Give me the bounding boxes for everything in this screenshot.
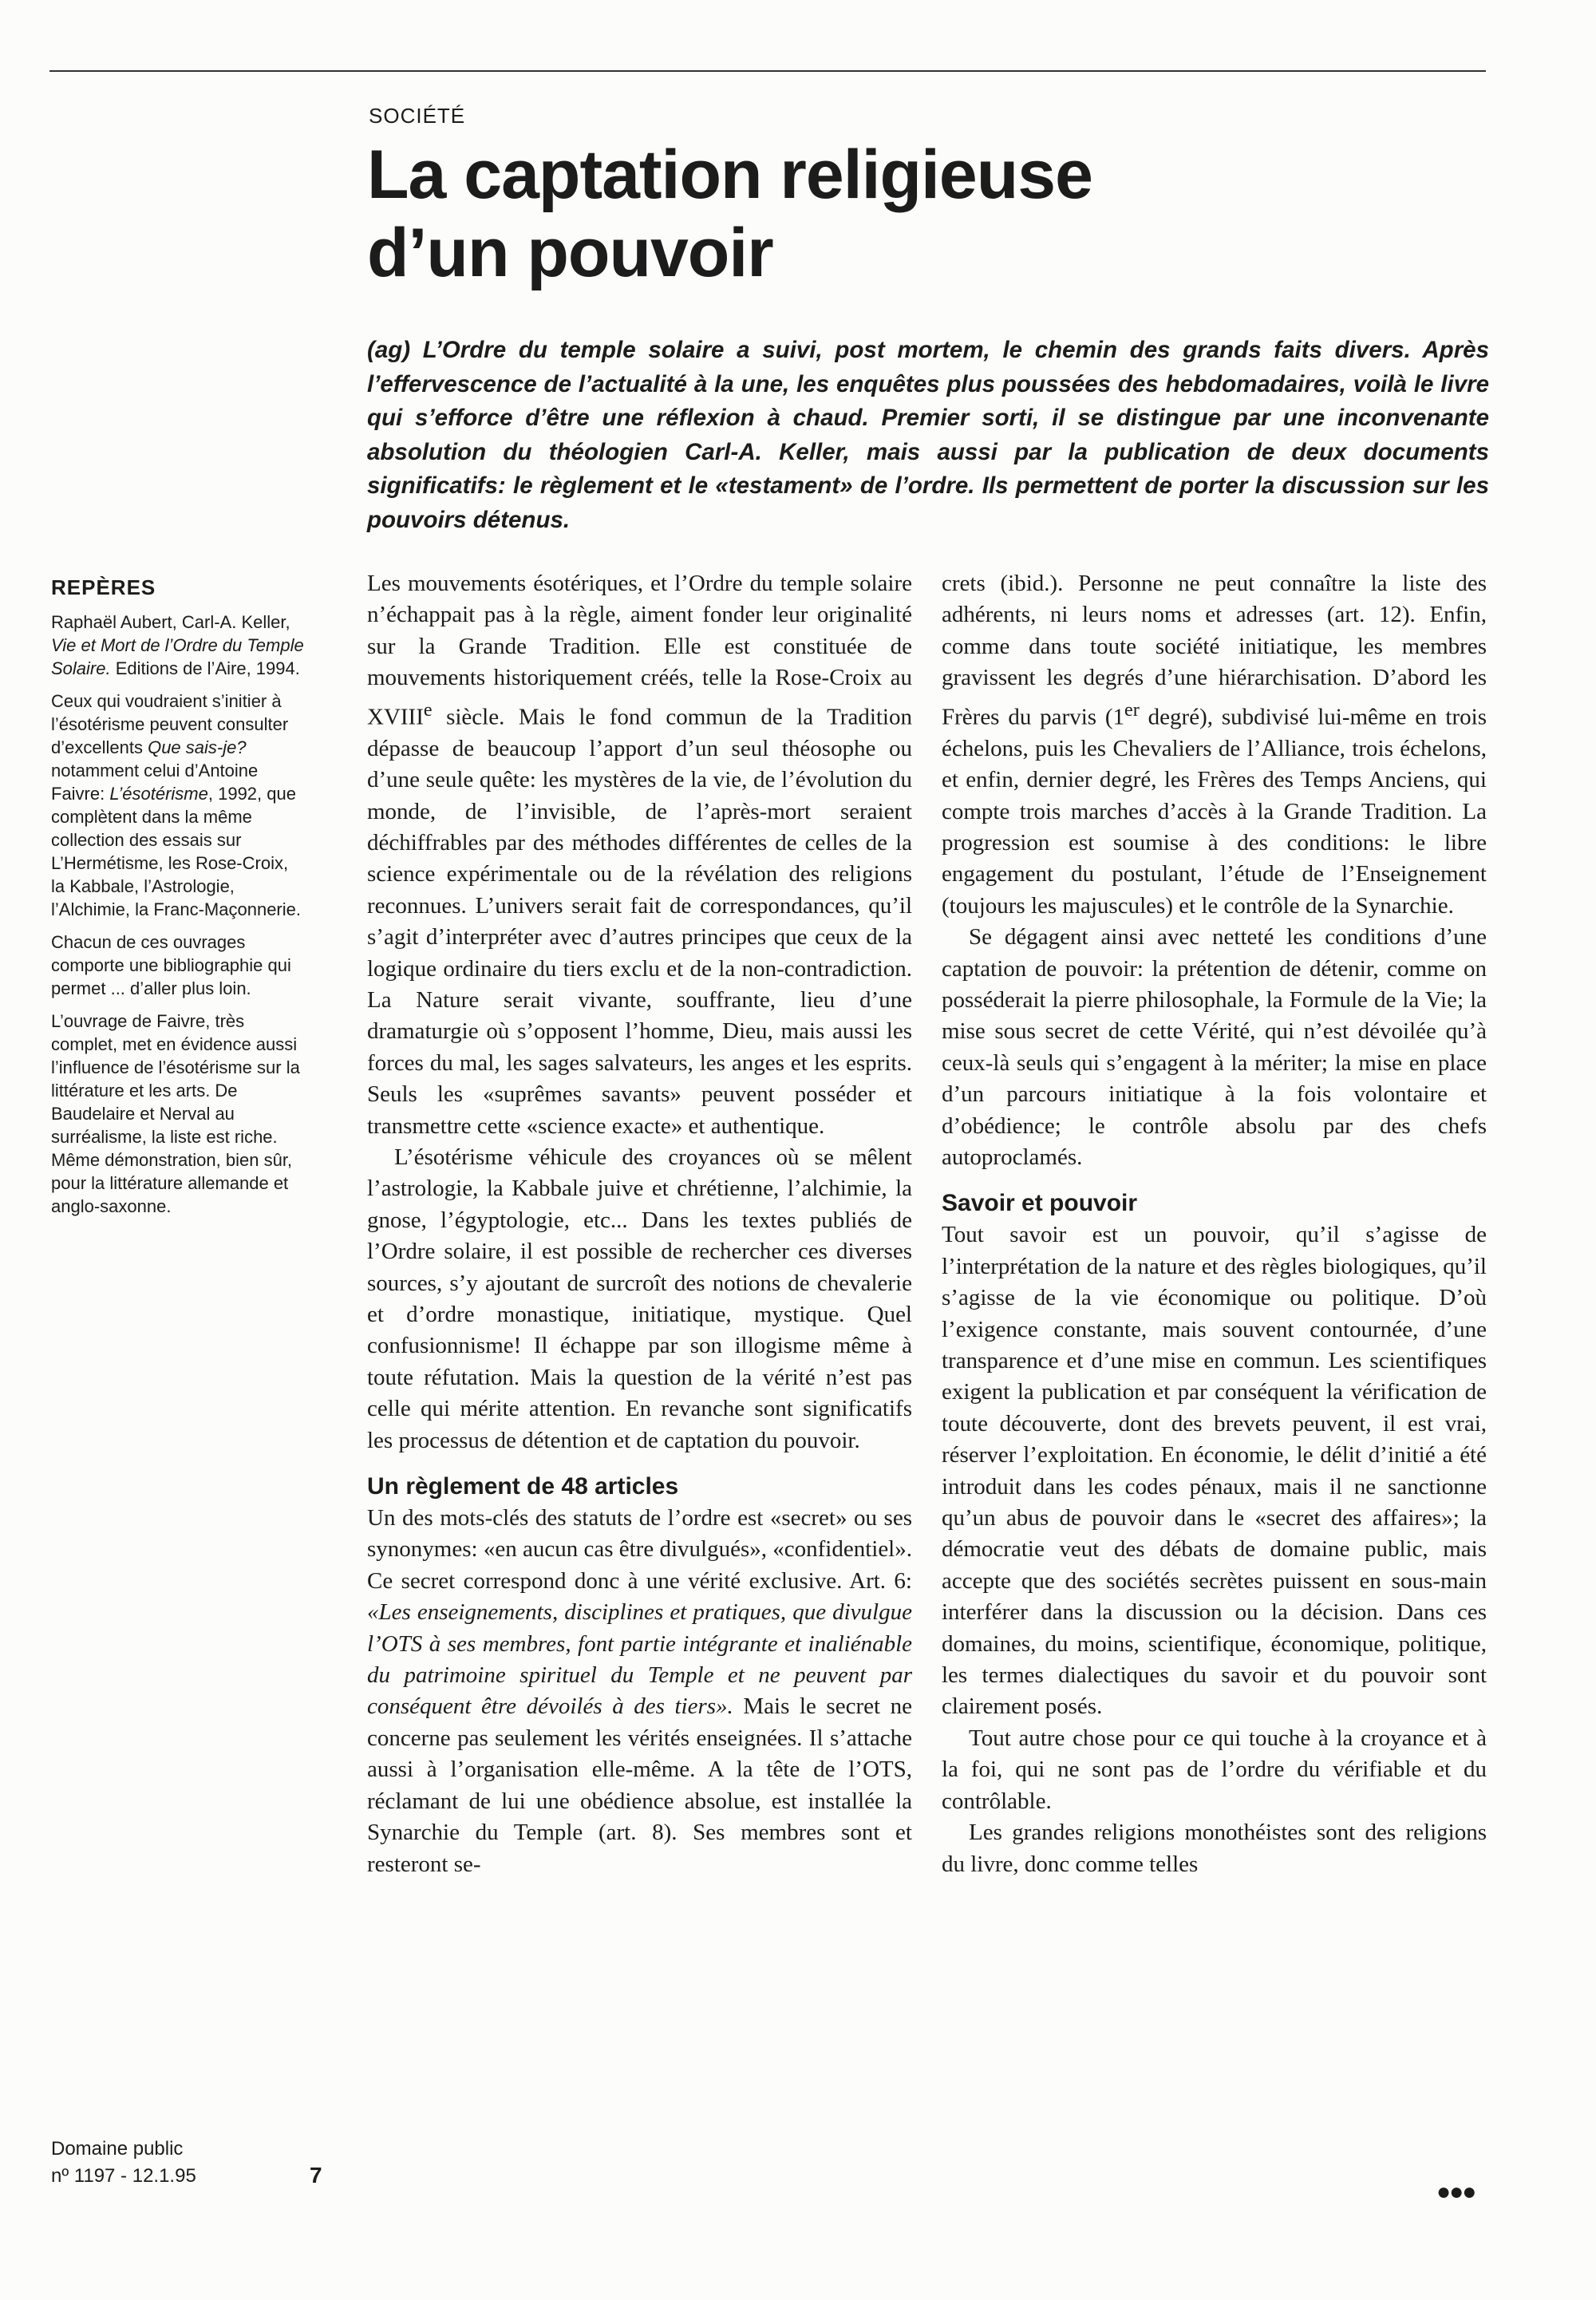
issue-info: nº 1197 - 12.1.95 (51, 2165, 196, 2187)
sidebar-paragraph-2: Ceux qui voudraient s’initier à l’ésotérisme peuvent consulter d’excellents Que sais-je? notamment celui d’Antoine Faivre: L’ésotérisme, 1992, que complètent dans la même collection des essais sur L’Hermétisme, les Rose-Croix, la Kabbale, l’Astrologie, l’Alchimie, la Franc-Maçonnerie. (51, 691, 301, 919)
column-2-paragraph-5: Les grandes religions monothéistes sont des religions du livre, donc comme telles (942, 1820, 1487, 1877)
subheading-reglement: Un règlement de 48 articles (367, 1473, 679, 1500)
article-title (367, 136, 1484, 292)
sidebar-paragraph-4: L’ouvrage de Faivre, très complet, met en évidence aussi l’influence de l’ésotérisme sur la littérature et les arts. De Baudelaire et Nerval au surréalisme, la liste est riche. Même démonstration, bien sûr, pour la littérature allemande et anglo-saxonne. (51, 1011, 300, 1216)
article-column-1 (367, 568, 912, 1880)
publication-name: Domaine public (51, 2138, 184, 2160)
continued-marker: ●●● (1436, 2179, 1476, 2205)
column-1-paragraph-3: Un des mots-clés des statuts de l’ordre est «secret» ou ses synonymes: «en aucun cas être divulgués», «confidentiel». Ce secret correspond donc à une vérité exclusive. Art. 6: «Les enseignements, disciplines et pratiques, que divulgue l’OTS à ses membres, font partie intégrante et inaliénable du patrimoine spirituel du Temple et ne peuvent par conséquent être dévoilés à des tiers». Mais le secret ne concerne pas seulement les vérités enseignées. Il s’attache aussi à l’organisation elle-même. A la tête de l’OTS, réclamant de lui une obédience absolue, est installée la Synarchie du Temple (art. 8). Ses membres sont et resteront se- (367, 1505, 912, 1877)
column-2-paragraph-1: crets (ibid.). Personne ne peut connaître la liste des adhérents, ni leurs noms et adresses (art. 12). Enfin, comme dans toute société initiatique, les membres gravissent les degrés d’une hiérarchisation. D’abord les Frères du parvis (1er degré), subdivisé lui-même en trois échelons, puis les Chevaliers de l’Alliance, trois échelons, et enfin, dernier degré, les Frères des Temps Anciens, qui compte trois marches d’accès à la Grande Tradition. La progression est soumise à des conditions: le libre engagement du postulant, l’étude de l’Enseignement (toujours les majuscules) et le contrôle de la Synarchie. (942, 571, 1487, 919)
sidebar-reperes (51, 576, 306, 1227)
column-1-paragraph-2: L’ésotérisme véhicule des croyances où se mêlent l’astrologie, la Kabbale juive et chrétienne, l’alchimie, la gnose, l’égyptologie, etc... Dans les textes publiés de l’Ordre solaire, il est possible de rechercher ces diverses sources, s’y ajoutant de surcroît des notions de chevalerie et d’ordre monastique, initiatique, mystique. Quel confusionnisme! Il échappe par son illogisme même à toute réfutation. Mais la question de la vérité n’est pas celle qui mérite attention. En revanche sont significatifs les processus de détention et de captation du pouvoir. (367, 1144, 912, 1453)
article-lead: (ag) L’Ordre du temple solaire a suivi, post mortem, le chemin des grands faits divers. Après l’effervescence de l’actualité à la une, les enquêtes plus poussées des hebdomadaires, voilà le livre qui s’efforce d’être une réflexion à chaud. Premier sorti, il se distingue par une inconvenante absolution du théologien Carl-A. Keller, mais aussi par la publication de deux documents significatifs: le règlement et le «testament» de l’ordre. Ils permettent de porter la discussion sur les pouvoirs détenus. (367, 337, 1489, 533)
subheading-savoir-pouvoir: Savoir et pouvoir (942, 1190, 1138, 1217)
sidebar-heading: REPÈRES (51, 575, 156, 599)
sidebar-paragraph-1: Raphaël Aubert, Carl-A. Keller, Vie et Mort de l’Ordre du Temple Solaire. Editions de l’Aire, 1994. (51, 612, 304, 678)
article-column-2 (942, 568, 1487, 1880)
page-number: 7 (310, 2163, 322, 2187)
column-2-paragraph-2: Se dégagent ainsi avec netteté les conditions d’une captation de pouvoir: la prétention de détenir, comme on posséderait la pierre philosophale, la Formule de la Vie; la mise sous secret de cette Vérité, qui n’est dévoilée qu’à ceux-là seuls qui s’engagent à la mériter; la mise en place d’un parcours initiatique à la fois volontaire et d’obédience; le contrôle absolu par des chefs autoproclamés. (942, 924, 1487, 1170)
column-2-paragraph-3: Tout savoir est un pouvoir, qu’il s’agisse de l’interprétation de la nature et des règles biologiques, qu’il s’agisse de la vie économique ou politique. D’où l’exigence constante, mais souvent contournée, d’une transparence et d’une mise en commun. Les scientifiques exigent la publication et par conséquent la vérification de toute découverte, dont des brevets peuvent, il est vrai, réserver l’exploitation. En économie, le délit d’initié a été introduit dans les codes pénaux, mais il ne sanctionne qu’un abus de pouvoir dans le «secret des affaires»; la démocratie veut des débats de domaine public, mais accepte que des sociétés secrètes puissent en sous-main interférer dans la discussion ou la décision. Dans ces domaines, du moins, scientifique, économique, politique, les termes dialectiques du savoir et du pouvoir sont clairement posés. (942, 1222, 1487, 1720)
top-rule (49, 70, 1486, 72)
section-label: SOCIÉTÉ (369, 104, 466, 128)
column-2-paragraph-4: Tout autre chose pour ce qui touche à la croyance et à la foi, qui ne sont pas de l’ordre du vérifiable et du contrôlable. (942, 1725, 1487, 1814)
title-line-1: La captation religieuse (367, 136, 1092, 213)
publication-footer (51, 2136, 196, 2190)
column-1-paragraph-1: Les mouvements ésotériques, et l’Ordre du temple solaire n’échappait pas à la règle, aiment fonder leur originalité sur la Grande Tradition. Elle est constituée de mouvements historiquement créés, telle la Rose-Croix au XVIIIe siècle. Mais le fond commun de la Tradition dépasse de beaucoup l’apport d’un seul théosophe ou d’une seule quête: les mystères de la vie, de l’évolution du monde, de l’invisible, de l’après-mort seraient déchiffrables par des méthodes différentes de celles de la science expérimentale ou de la révélation des religions reconnues. L’univers serait fait de correspondances, qu’il s’agit d’interpréter avec d’autres principes que ceux de la logique ordinaire du tiers exclu et de la non-contradiction. La Nature serait vivante, souffrante, lieu d’une dramaturgie où s’opposent l’homme, Dieu, mais aussi les forces du mal, les sages salvateurs, les anges et les esprits. Seuls les «suprêmes savants» peuvent posséder et transmettre cette «science exacte» et authentique. (367, 571, 912, 1139)
sidebar-paragraph-3: Chacun de ces ouvrages comporte une bibliographie qui permet ... d’aller plus loin. (51, 932, 291, 998)
title-line-2: d’un pouvoir (367, 215, 773, 291)
